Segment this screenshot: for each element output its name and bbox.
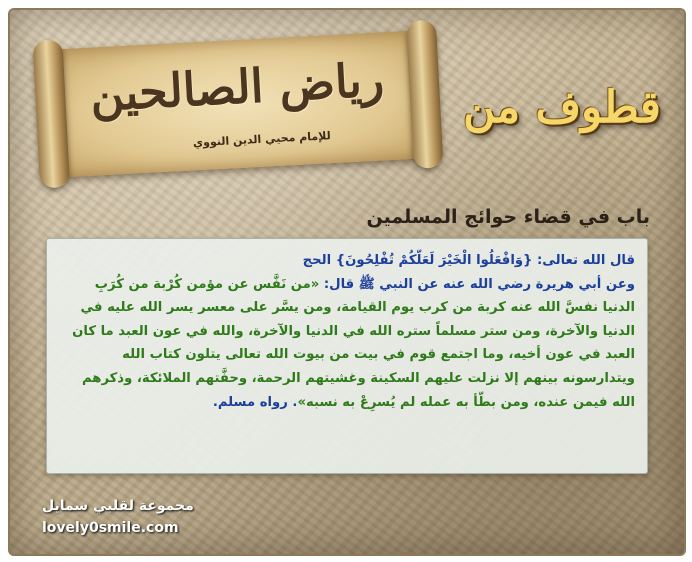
chapter-title: باب في قضاء حوائج المسلمين: [366, 206, 650, 228]
text-line-3: الدنيا نفسَّ الله عنه كربة من كرب يوم القيامة، ومن يسَّر على معسر يسر الله عليه في: [80, 300, 635, 316]
hadith-quote-end: الله فيمن عنده، ومن بطَّأ به عمله لم يُسرِعْ به نسبه»: [297, 394, 635, 410]
text-line-7: [59, 391, 635, 415]
book-title: رياض الصالحين: [88, 52, 386, 122]
verse-text: {وَافْعَلُوا الْخَيْرَ لَعَلَّكُمْ تُفْلِحُونَ} الحج: [302, 253, 533, 268]
series-brand: قطوف من: [463, 82, 661, 133]
hadith-intro: وعن أبي هريرة رضي الله عنه عن النبي ﷺ قال:: [319, 276, 635, 292]
text-line-5: العبد في عون أخيه، وما اجتمع قوم في بيت من بيوت الله تعالى يتلون كتاب الله: [122, 347, 635, 363]
verse-intro: قال الله تعالى:: [532, 253, 635, 268]
book-author: للإمام محيي الدين النووي: [192, 129, 331, 150]
hadith-text-box: [46, 238, 648, 474]
text-line-2: [59, 273, 635, 297]
hadith-quote-start: «من نَفَّس عن مؤمن كُرْبة من كُرَبِ: [94, 276, 320, 292]
hadith-text: [59, 249, 635, 414]
text-line-4: الدنيا والآخرة، ومن ستر مسلماً ستره الله في الدنيا والآخرة، والله في عون العبد ما كان: [72, 323, 635, 339]
text-line-1: [59, 249, 635, 273]
hadith-source: . رواه مسلم.: [212, 394, 298, 410]
text-line-6: ويتدارسونه بينهم إلا نزلت عليهم السكينة وغشيتهم الرحمة، وحفَّتهم الملائكة، وذكرهم: [81, 370, 635, 386]
title-scroll: [28, 19, 447, 190]
page-frame: [8, 8, 686, 556]
watermark-url[interactable]: lovely0smile.com: [42, 520, 179, 536]
watermark-arabic: مجموعة لقلبي سمايل: [42, 498, 194, 514]
